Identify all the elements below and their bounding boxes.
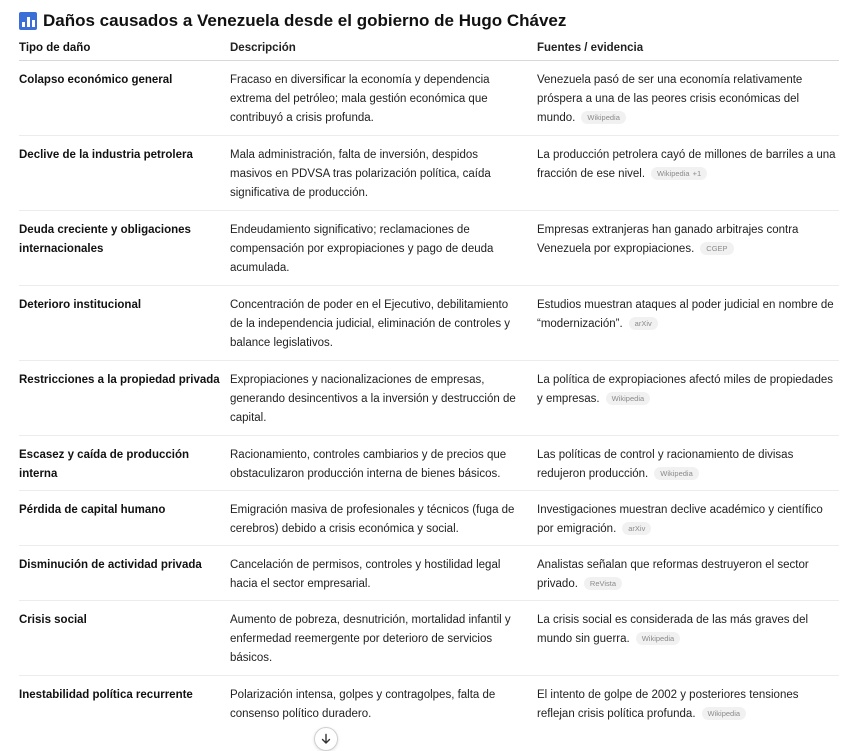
- cell-fuente: [537, 371, 839, 435]
- table-row: [19, 211, 839, 286]
- header-tipo: Tipo de daño: [19, 42, 91, 54]
- citation-label: arXiv: [628, 524, 646, 533]
- cell-fuente: [537, 296, 839, 360]
- cell-fuente: [537, 71, 839, 135]
- citation-label: Wikipedia: [660, 469, 693, 478]
- table-header: [19, 36, 839, 61]
- cell-fuente: [537, 446, 839, 490]
- source-citation-chip[interactable]: [651, 167, 707, 180]
- header-descripcion: Descripción: [230, 42, 296, 54]
- cell-tipo: Deterioro institucional: [19, 299, 142, 311]
- scroll-down-button[interactable]: [314, 727, 338, 751]
- cell-tipo: Escasez y caída de producción interna: [19, 449, 190, 480]
- source-citation-chip[interactable]: [606, 392, 651, 405]
- title-text: Daños causados a Venezuela desde el gobierno de Hugo Chávez: [43, 11, 567, 30]
- table-row: [19, 436, 839, 491]
- header-fuentes: Fuentes / evidencia: [537, 42, 644, 54]
- fuente-text: Estudios muestran ataques al poder judicial en nombre de “modernización”.: [537, 299, 834, 330]
- cell-descripcion: Aumento de pobreza, desnutrición, mortalidad infantil y enfermedad reemergente por deterioro de servicios básicos.: [230, 614, 511, 664]
- source-citation-chip[interactable]: [629, 317, 658, 330]
- cell-fuente: [537, 686, 839, 731]
- fuente-text: La producción petrolera cayó de millones de barriles a una fracción de ese nivel.: [537, 149, 836, 180]
- cell-tipo: Disminución de actividad privada: [19, 559, 202, 571]
- cell-descripcion: Endeudamiento significativo; reclamaciones de compensación por expropiaciones y pago de deuda acumulada.: [230, 224, 494, 274]
- citation-label: CGEP: [706, 244, 728, 253]
- fuente-text: El intento de golpe de 2002 y posteriores tensiones reflejan crisis política profunda.: [537, 689, 799, 720]
- cell-tipo: Crisis social: [19, 614, 87, 626]
- citation-label: Wikipedia: [657, 169, 690, 178]
- source-citation-chip[interactable]: [700, 242, 733, 255]
- cell-fuente: [537, 611, 839, 675]
- cell-tipo: Colapso económico general: [19, 74, 173, 86]
- fuente-text: Venezuela pasó de ser una economía relativamente próspera a una de las peores crisis económicas del mundo.: [537, 74, 803, 124]
- citation-label: ReVista: [589, 579, 617, 588]
- citation-label: Wikipedia: [641, 634, 675, 643]
- cell-fuente: [537, 501, 839, 545]
- citation-extra-count: +1: [692, 169, 702, 178]
- cell-descripcion: Cancelación de permisos, controles y hostilidad legal hacia el sector empresarial.: [230, 559, 501, 590]
- arrow-down-icon: [320, 733, 332, 745]
- citation-label: Wikipedia: [611, 394, 645, 403]
- cell-descripcion: Polarización intensa, golpes y contragolpes, falta de consenso político duradero.: [230, 689, 496, 720]
- cell-tipo: Restricciones a la propiedad privada: [19, 374, 220, 386]
- damages-table: [19, 36, 839, 731]
- cell-tipo: Pérdida de capital humano: [19, 504, 166, 516]
- table-row: [19, 361, 839, 436]
- fuente-text: Empresas extranjeras han ganado arbitrajes contra Venezuela por expropiaciones.: [537, 224, 799, 255]
- cell-descripcion: Expropiaciones y nacionalizaciones de empresas, generando desincentivos a la inversión y destrucción de capital.: [230, 374, 516, 424]
- table-row: [19, 491, 839, 546]
- page-title: [19, 9, 566, 33]
- source-citation-chip[interactable]: [584, 577, 622, 590]
- table-row: [19, 136, 839, 211]
- cell-tipo: Declive de la industria petrolera: [19, 149, 193, 161]
- cell-fuente: [537, 221, 839, 285]
- fuente-text: Investigaciones muestran declive académico y científico por emigración.: [537, 504, 823, 535]
- citation-label: Wikipedia: [707, 709, 741, 718]
- table-row: [19, 601, 839, 676]
- source-citation-chip[interactable]: [654, 467, 699, 480]
- table-row: [19, 286, 839, 361]
- table-row: [19, 61, 839, 136]
- source-citation-chip[interactable]: [622, 522, 651, 535]
- bar-chart-icon: [19, 12, 37, 30]
- cell-descripcion: Concentración de poder en el Ejecutivo, debilitamiento de la independencia judicial, eliminación de controles y balance legislativos.: [230, 299, 511, 349]
- citation-label: Wikipedia: [587, 113, 620, 122]
- cell-descripcion: Fracaso en diversificar la economía y dependencia extrema del petróleo; mala gestión económica que contribuyó a crisis profunda.: [230, 74, 490, 124]
- cell-descripcion: Racionamiento, controles cambiarios y de precios que obstaculizaron producción interna de bienes básicos.: [230, 449, 507, 480]
- source-citation-chip[interactable]: [636, 632, 681, 645]
- cell-tipo: Inestabilidad política recurrente: [19, 689, 193, 701]
- cell-fuente: [537, 146, 839, 210]
- fuente-text: Analistas señalan que reformas destruyeron el sector privado.: [537, 559, 809, 590]
- cell-fuente: [537, 556, 839, 600]
- fuente-text: La política de expropiaciones afectó miles de propiedades y empresas.: [537, 374, 833, 405]
- source-citation-chip[interactable]: [581, 111, 626, 124]
- cell-descripcion: Emigración masiva de profesionales y técnicos (fuga de cerebros) debido a crisis económica y social.: [230, 504, 515, 535]
- table-row: [19, 546, 839, 601]
- cell-tipo: Deuda creciente y obligaciones internacionales: [19, 224, 191, 255]
- source-citation-chip[interactable]: [702, 707, 747, 720]
- fuente-text: La crisis social es considerada de las más graves del mundo sin guerra.: [537, 614, 809, 645]
- table-row: [19, 676, 839, 731]
- citation-label: arXiv: [634, 319, 652, 328]
- cell-descripcion: Mala administración, falta de inversión, despidos masivos en PDVSA tras polarización política, caída significativa de producción.: [230, 149, 491, 199]
- fuente-text: Las políticas de control y racionamiento de divisas redujeron producción.: [537, 449, 794, 480]
